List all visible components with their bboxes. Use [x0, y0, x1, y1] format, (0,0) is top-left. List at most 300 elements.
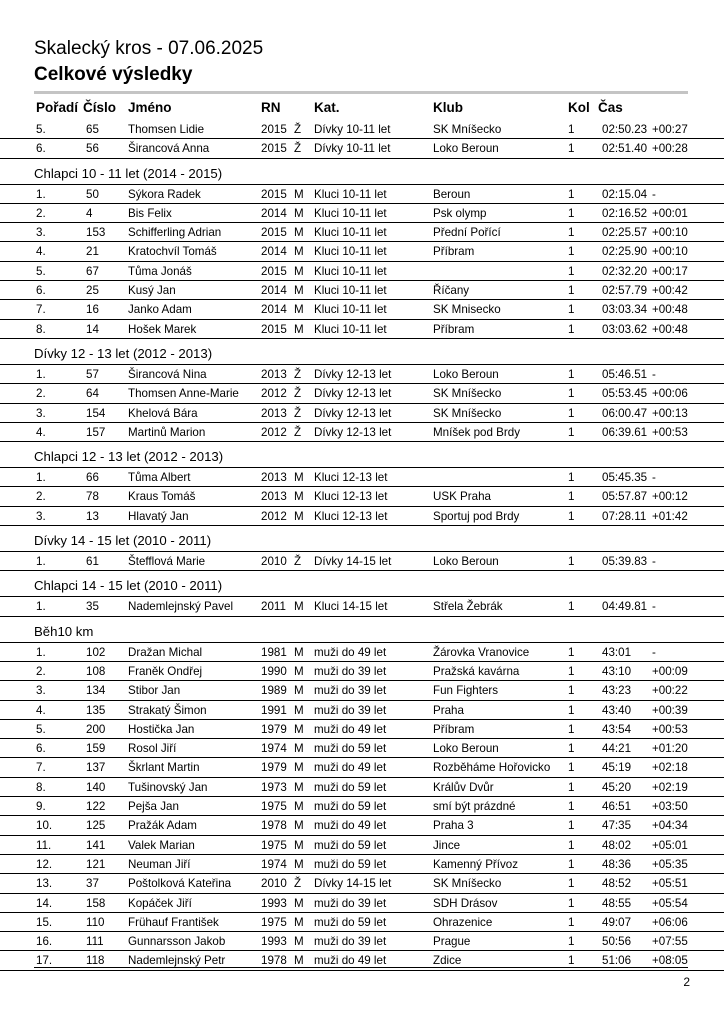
rank-cell: 3.	[36, 509, 46, 523]
category-cell: Kluci 10-11 let	[314, 187, 387, 201]
birth-year-cell: 1993	[261, 935, 287, 949]
time-cell: 48:36	[602, 857, 632, 871]
birth-year-cell: 2015	[261, 123, 287, 136]
category-cell: muži do 49 let	[314, 722, 387, 736]
gap-cell: -	[652, 471, 656, 485]
table-row	[0, 913, 724, 932]
bib-cell: 158	[86, 896, 106, 910]
column-header-rank: Pořadí	[36, 100, 79, 115]
section-heading-label: Chlapci 14 - 15 let (2010 - 2011)	[34, 578, 223, 594]
rank-cell: 12.	[36, 857, 53, 871]
birth-year-cell: 2012	[261, 387, 287, 401]
sex-cell: M	[294, 761, 304, 775]
birth-year-cell: 1989	[261, 684, 287, 698]
category-cell: Dívky 12-13 let	[314, 367, 392, 381]
gap-cell: +00:22	[652, 684, 688, 698]
bib-cell: 25	[86, 284, 99, 298]
name-cell: Tůma Jonáš	[128, 264, 192, 278]
category-cell: Kluci 10-11 let	[314, 245, 387, 259]
sex-cell: M	[294, 896, 304, 910]
rank-cell: 5.	[36, 722, 46, 736]
category-cell: muži do 59 let	[314, 742, 387, 756]
lap-cell: 1	[568, 761, 575, 775]
gap-cell: +00:28	[652, 142, 688, 156]
time-cell: 02:25.57	[602, 226, 648, 240]
club-cell: SK Mníšecko	[433, 387, 502, 401]
section-heading-label: Běh10 km	[34, 623, 94, 639]
birth-year-cell: 2013	[261, 490, 287, 504]
section-heading	[0, 442, 724, 468]
birth-year-cell: 2015	[261, 322, 287, 336]
category-cell: muži do 39 let	[314, 664, 387, 678]
rank-cell: 6.	[36, 142, 46, 156]
bib-cell: 67	[86, 264, 99, 278]
lap-cell: 1	[568, 387, 575, 401]
gap-cell: +08:05	[652, 954, 688, 968]
gap-cell: +04:34	[652, 819, 688, 833]
lap-cell: 1	[568, 322, 575, 336]
time-cell: 05:46.51	[602, 367, 648, 381]
time-cell: 05:39.83	[602, 555, 648, 569]
name-cell: Kratochvíl Tomáš	[128, 245, 217, 259]
category-cell: Kluci 10-11 let	[314, 206, 387, 220]
birth-year-cell: 2010	[261, 877, 287, 891]
table-row	[0, 552, 724, 571]
birth-year-cell: 1974	[261, 742, 287, 756]
rank-cell: 1.	[36, 471, 46, 485]
rank-cell: 2.	[36, 387, 46, 401]
section-heading-label: Chlapci 12 - 13 let (2012 - 2013)	[34, 449, 224, 465]
club-cell: smí být prázdné	[433, 800, 516, 814]
birth-year-cell: 2012	[261, 509, 287, 523]
birth-year-cell: 2011	[261, 600, 286, 614]
gap-cell: +01:20	[652, 742, 688, 756]
lap-cell: 1	[568, 645, 575, 659]
category-cell: muži do 39 let	[314, 703, 387, 717]
gap-cell: +00:17	[652, 264, 688, 278]
bib-cell: 141	[86, 838, 106, 852]
table-row	[0, 643, 724, 662]
section-heading-label: Dívky 14 - 15 let (2010 - 2011)	[34, 533, 212, 549]
club-cell: Prague	[433, 935, 471, 949]
column-header-time: Čas	[598, 100, 623, 115]
rank-cell: 8.	[36, 780, 46, 794]
rank-cell: 7.	[36, 761, 46, 775]
gap-cell: +00:06	[652, 387, 688, 401]
bib-cell: 56	[86, 142, 99, 156]
lap-cell: 1	[568, 555, 575, 569]
bib-cell: 108	[86, 664, 106, 678]
time-cell: 48:55	[602, 896, 632, 910]
table-row	[0, 507, 724, 526]
category-cell: Dívky 14-15 let	[314, 877, 392, 891]
category-cell: muži do 49 let	[314, 819, 387, 833]
birth-year-cell: 1975	[261, 800, 287, 814]
table-row	[0, 185, 724, 204]
rank-cell: 6.	[36, 742, 46, 756]
table-row	[0, 797, 724, 816]
birth-year-cell: 2014	[261, 284, 287, 298]
column-header-row	[0, 98, 724, 120]
category-cell: muži do 39 let	[314, 684, 387, 698]
time-cell: 47:35	[602, 819, 632, 833]
table-row	[0, 139, 724, 158]
name-cell: Schifferling Adrian	[128, 226, 222, 240]
name-cell: Kusý Jan	[128, 284, 176, 298]
bib-cell: 21	[86, 245, 99, 259]
lap-cell: 1	[568, 471, 575, 485]
category-cell: Kluci 12-13 let	[314, 490, 388, 504]
name-cell: Kraus Tomáš	[128, 490, 196, 504]
bib-cell: 118	[86, 954, 105, 968]
name-cell: Širancová Nina	[128, 367, 207, 381]
club-cell: Příbram	[433, 322, 475, 336]
table-row	[0, 874, 724, 893]
table-row	[0, 758, 724, 777]
sex-cell: M	[294, 206, 304, 220]
birth-year-cell: 2014	[261, 245, 287, 259]
lap-cell: 1	[568, 123, 575, 136]
club-cell: Beroun	[433, 187, 471, 201]
table-row	[0, 487, 724, 506]
name-cell: Škrlant Martin	[128, 761, 200, 775]
club-cell: Kamenný Přívoz	[433, 857, 519, 871]
bib-cell: 57	[86, 367, 99, 381]
category-cell: muži do 59 let	[314, 915, 387, 929]
name-cell: Thomsen Lidie	[128, 123, 205, 136]
sex-cell: M	[294, 303, 304, 317]
club-cell: Fun Fighters	[433, 684, 499, 698]
gap-cell: +00:10	[652, 226, 688, 240]
table-row	[0, 204, 724, 223]
club-cell: SDH Drásov	[433, 896, 498, 910]
name-cell: Rosol Jiří	[128, 742, 177, 756]
gap-cell: -	[652, 600, 656, 614]
gap-cell: +05:01	[652, 838, 688, 852]
lap-cell: 1	[568, 664, 575, 678]
name-cell: Neuman Jiří	[128, 857, 191, 871]
column-header-club: Klub	[433, 100, 463, 115]
sex-cell: M	[294, 703, 304, 717]
gap-cell: -	[652, 367, 656, 381]
column-header-category: Kat.	[314, 100, 340, 115]
rank-cell: 11.	[36, 838, 52, 852]
name-cell: Tušinovský Jan	[128, 780, 208, 794]
club-cell: Ohrazenice	[433, 915, 493, 929]
time-cell: 43:23	[602, 684, 632, 698]
lap-cell: 1	[568, 226, 575, 240]
table-row	[0, 778, 724, 797]
sex-cell: M	[294, 722, 304, 736]
sex-cell: M	[294, 780, 304, 794]
table-row	[0, 701, 724, 720]
sex-cell: M	[294, 935, 304, 949]
bib-cell: 200	[86, 722, 106, 736]
name-cell: Valek Marian	[128, 838, 195, 852]
sex-cell: Ž	[294, 406, 302, 420]
rank-cell: 5.	[36, 123, 46, 136]
club-cell: Rozběháme Hořovicko	[433, 761, 551, 775]
rank-cell: 3.	[36, 684, 46, 698]
name-cell: Khelová Bára	[128, 406, 198, 420]
rank-cell: 3.	[36, 406, 46, 420]
gap-cell: +02:18	[652, 761, 688, 775]
table-row	[0, 404, 724, 423]
category-cell: muži do 49 let	[314, 954, 387, 968]
bib-cell: 64	[86, 387, 99, 401]
name-cell: Poštolková Kateřina	[128, 877, 232, 891]
gap-cell: -	[652, 645, 656, 659]
time-cell: 43:40	[602, 703, 632, 717]
results-table	[0, 120, 724, 971]
birth-year-cell: 2013	[261, 367, 287, 381]
time-cell: 48:52	[602, 877, 632, 891]
category-cell: muži do 49 let	[314, 761, 387, 775]
rank-cell: 2.	[36, 664, 46, 678]
birth-year-cell: 2015	[261, 226, 287, 240]
sex-cell: M	[294, 284, 304, 298]
category-cell: Dívky 10-11 let	[314, 142, 391, 156]
bib-cell: 66	[86, 471, 99, 485]
rank-cell: 14.	[36, 896, 53, 910]
rank-cell: 6.	[36, 284, 46, 298]
bib-cell: 153	[86, 226, 106, 240]
category-cell: muži do 39 let	[314, 896, 387, 910]
column-header-bib: Číslo	[83, 100, 117, 115]
birth-year-cell: 2012	[261, 425, 287, 439]
sex-cell: M	[294, 600, 304, 614]
bib-cell: 61	[86, 555, 99, 569]
header-divider	[34, 91, 688, 94]
sex-cell: M	[294, 187, 304, 201]
category-cell: muži do 59 let	[314, 780, 387, 794]
time-cell: 43:01	[602, 645, 632, 659]
gap-cell: +00:01	[652, 206, 688, 220]
club-cell: Jince	[433, 838, 461, 852]
gap-cell: +05:35	[652, 857, 688, 871]
category-cell: Kluci 10-11 let	[314, 322, 387, 336]
table-row	[0, 300, 724, 319]
lap-cell: 1	[568, 490, 575, 504]
section-heading	[0, 159, 724, 185]
category-cell: Dívky 12-13 let	[314, 387, 392, 401]
bib-cell: 134	[86, 684, 106, 698]
birth-year-cell: 2015	[261, 187, 287, 201]
gap-cell: +00:13	[652, 406, 688, 420]
time-cell: 06:00.47	[602, 406, 648, 420]
time-cell: 05:57.87	[602, 490, 648, 504]
lap-cell: 1	[568, 684, 575, 698]
section-heading-label: Dívky 12 - 13 let (2012 - 2013)	[34, 345, 213, 361]
category-cell: Kluci 12-13 let	[314, 509, 388, 523]
club-cell: SK Mnisecko	[433, 303, 501, 317]
club-cell: SK Mníšecko	[433, 123, 502, 136]
column-header-rn: RN	[261, 100, 281, 115]
lap-cell: 1	[568, 509, 575, 523]
bib-cell: 140	[86, 780, 106, 794]
club-cell: Praha	[433, 703, 464, 717]
time-cell: 45:20	[602, 780, 632, 794]
club-cell: Psk olymp	[433, 206, 487, 220]
category-cell: Kluci 14-15 let	[314, 600, 388, 614]
name-cell: Dražan Michal	[128, 645, 203, 659]
category-cell: muži do 59 let	[314, 838, 387, 852]
sex-cell: M	[294, 245, 304, 259]
time-cell: 02:51.40	[602, 142, 648, 156]
club-cell: Mníšek pod Brdy	[433, 425, 520, 439]
table-row	[0, 816, 724, 835]
rank-cell: 4.	[36, 703, 46, 717]
section-heading	[0, 571, 724, 597]
table-row	[0, 894, 724, 913]
bib-cell: 14	[86, 322, 99, 336]
birth-year-cell: 2010	[261, 555, 287, 569]
category-cell: muži do 39 let	[314, 935, 387, 949]
name-cell: Nademlejnský Pavel	[128, 600, 234, 614]
name-cell: Sýkora Radek	[128, 187, 201, 201]
table-row	[0, 262, 724, 281]
birth-year-cell: 1991	[261, 703, 287, 717]
birth-year-cell: 1981	[261, 645, 287, 659]
birth-year-cell: 1990	[261, 664, 287, 678]
club-cell: Žárovka Vranovice	[433, 645, 530, 659]
sex-cell: M	[294, 838, 304, 852]
category-cell: Kluci 10-11 let	[314, 226, 387, 240]
bib-cell: 65	[86, 123, 99, 136]
rank-cell: 1.	[36, 367, 46, 381]
lap-cell: 1	[568, 857, 575, 871]
rank-cell: 8.	[36, 322, 46, 336]
bib-cell: 13	[86, 509, 99, 523]
rank-cell: 15.	[36, 915, 53, 929]
lap-cell: 1	[568, 406, 575, 420]
sex-cell: M	[294, 226, 304, 240]
lap-cell: 1	[568, 303, 575, 317]
category-cell: muži do 59 let	[314, 857, 387, 871]
rank-cell: 1.	[36, 187, 46, 201]
bib-cell: 154	[86, 406, 106, 420]
gap-cell: +00:42	[652, 284, 688, 298]
birth-year-cell: 1978	[261, 819, 287, 833]
name-cell: Gunnarsson Jakob	[128, 935, 226, 949]
lap-cell: 1	[568, 742, 575, 756]
sex-cell: M	[294, 800, 304, 814]
lap-cell: 1	[568, 206, 575, 220]
table-row	[0, 597, 724, 616]
category-cell: Dívky 12-13 let	[314, 406, 392, 420]
birth-year-cell: 1975	[261, 915, 287, 929]
name-cell: Nademlejnský Petr	[128, 954, 226, 968]
time-cell: 02:32.20	[602, 264, 648, 278]
club-cell: SK Mníšecko	[433, 877, 502, 891]
sex-cell: M	[294, 664, 304, 678]
rank-cell: 4.	[36, 245, 46, 259]
club-cell: Příbram	[433, 722, 475, 736]
gap-cell: +02:19	[652, 780, 688, 794]
time-cell: 51:06	[602, 954, 632, 968]
rank-cell: 13.	[36, 877, 53, 891]
rank-cell: 4.	[36, 425, 46, 439]
table-row	[0, 242, 724, 261]
table-row	[0, 739, 724, 758]
page-number: 2	[683, 975, 690, 989]
name-cell: Pejša Jan	[128, 800, 179, 814]
birth-year-cell: 2013	[261, 406, 287, 420]
column-header-name: Jméno	[128, 100, 172, 115]
bib-cell: 135	[86, 703, 106, 717]
birth-year-cell: 2013	[261, 471, 287, 485]
rank-cell: 7.	[36, 303, 46, 317]
bib-cell: 37	[86, 877, 99, 891]
document-title: Skalecký kros - 07.06.2025	[34, 38, 264, 59]
bib-cell: 16	[86, 303, 99, 317]
time-cell: 03:03.34	[602, 303, 648, 317]
sex-cell: M	[294, 645, 304, 659]
category-cell: Dívky 14-15 let	[314, 555, 392, 569]
lap-cell: 1	[568, 600, 575, 614]
bib-cell: 157	[86, 425, 106, 439]
section-heading	[0, 526, 724, 552]
birth-year-cell: 2015	[261, 142, 287, 156]
time-cell: 48:02	[602, 838, 632, 852]
rank-cell: 10.	[36, 819, 53, 833]
lap-cell: 1	[568, 142, 575, 156]
table-row	[0, 384, 724, 403]
lap-cell: 1	[568, 367, 575, 381]
rank-cell: 2.	[36, 206, 46, 220]
table-row	[0, 281, 724, 300]
section-heading	[0, 339, 724, 365]
club-cell: Praha 3	[433, 819, 474, 833]
rank-cell: 2.	[36, 490, 46, 504]
birth-year-cell: 2014	[261, 303, 287, 317]
sex-cell: M	[294, 819, 304, 833]
gap-cell: +00:48	[652, 322, 688, 336]
birth-year-cell: 1973	[261, 780, 287, 794]
lap-cell: 1	[568, 838, 575, 852]
sex-cell: Ž	[294, 367, 302, 381]
table-row	[0, 120, 724, 139]
sex-cell: Ž	[294, 877, 302, 891]
sex-cell: M	[294, 742, 304, 756]
name-cell: Strakatý Šimon	[128, 703, 207, 717]
name-cell: Tůma Albert	[128, 471, 191, 485]
lap-cell: 1	[568, 703, 575, 717]
name-cell: Hostička Jan	[128, 722, 195, 736]
lap-cell: 1	[568, 264, 575, 278]
lap-cell: 1	[568, 954, 575, 968]
name-cell: Bis Felix	[128, 206, 172, 220]
document-subtitle: Celkové výsledky	[34, 64, 193, 85]
name-cell: Štefflová Marie	[128, 555, 206, 569]
bib-cell: 111	[86, 935, 104, 949]
category-cell: Kluci 10-11 let	[314, 284, 387, 298]
category-cell: Kluci 10-11 let	[314, 264, 387, 278]
bib-cell: 35	[86, 600, 99, 614]
lap-cell: 1	[568, 780, 575, 794]
sex-cell: M	[294, 954, 304, 968]
lap-cell: 1	[568, 425, 575, 439]
category-cell: Dívky 12-13 let	[314, 425, 392, 439]
bib-cell: 125	[86, 819, 106, 833]
category-cell: Dívky 10-11 let	[314, 123, 391, 136]
gap-cell: +00:27	[652, 123, 688, 136]
time-cell: 44:21	[602, 742, 632, 756]
category-cell: Kluci 10-11 let	[314, 303, 387, 317]
name-cell: Frühauf František	[128, 915, 219, 929]
bib-cell: 50	[86, 187, 99, 201]
category-cell: muži do 49 let	[314, 645, 387, 659]
